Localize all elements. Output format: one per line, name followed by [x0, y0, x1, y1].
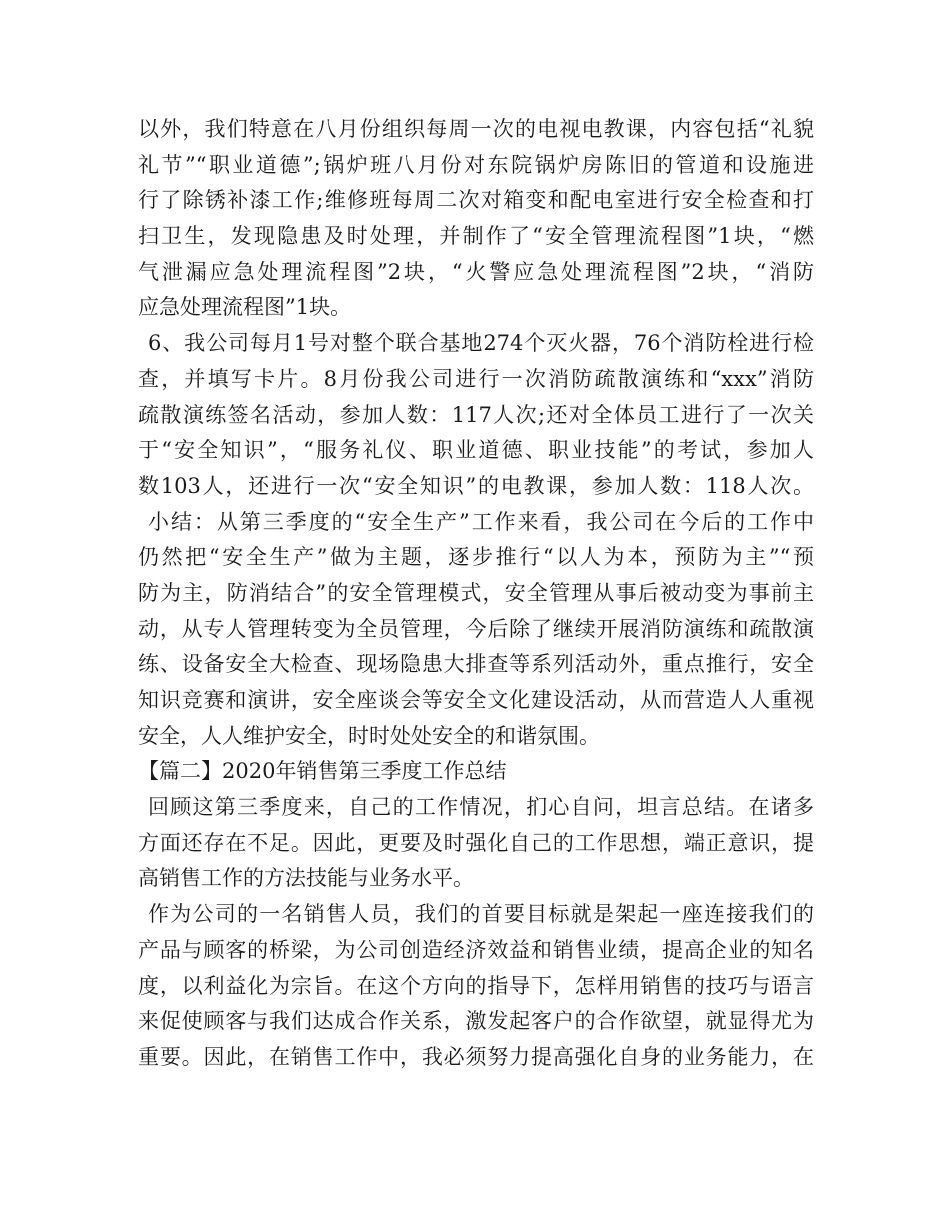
text-line: 行了除锈补漆工作;维修班每周二次对箱变和配电室进行安全检查和打	[138, 188, 814, 213]
text-line: 安全，人人维护安全，时时处处安全的和谐氛围。	[138, 723, 600, 748]
text-line: 气泄漏应急处理流程图”2块，“火警应急处理流程图”2块，“消防	[138, 259, 814, 284]
text-line: 作为公司的一名销售人员，我们的首要目标就是架起一座连接我们的	[148, 902, 814, 927]
text-line: 度，以利益化为宗旨。在这个方向的指导下，怎样用销售的技巧与语言	[138, 973, 814, 998]
text-line: 查，并填写卡片。8月份我公司进行一次消防疏散演练和“xxx”消防	[138, 366, 814, 391]
text-line: 知识竞赛和演讲，安全座谈会等安全文化建设活动，从而营造人人重视	[138, 688, 814, 712]
text-line: 产品与顾客的桥梁，为公司创造经济效益和销售业绩，提高企业的知名	[138, 937, 814, 962]
text-line: 动，从专人管理转变为全员管理，今后除了继续开展消防演练和疏散演	[138, 616, 814, 641]
text-line: 回顾这第三季度来，自己的工作情况，扪心自问，坦言总结。在诸多	[148, 795, 814, 820]
text-line: 扫卫生，发现隐患及时处理，并制作了“安全管理流程图”1块，“燃	[138, 224, 814, 249]
text-line: 防为主，防消结合”的安全管理模式，安全管理从事后被动变为事前主	[138, 580, 814, 605]
text-line: 应急处理流程图”1块。	[138, 295, 352, 320]
text-line: 重要。因此，在销售工作中，我必须努力提高强化自身的业务能力，在	[138, 1044, 814, 1069]
text-line: 高销售工作的方法技能与业务水平。	[138, 866, 474, 891]
section-heading: 【篇二】2020年销售第三季度工作总结	[138, 759, 507, 784]
text-line: 于“安全知识”，“服务礼仪、职业道德、职业技能”的考试，参加人	[138, 438, 814, 463]
text-line: 来促使顾客与我们达成合作关系，激发起客户的合作欲望，就显得尤为	[138, 1009, 814, 1034]
text-line: 疏散演练签名活动，参加人数：117人次;还对全体员工进行了一次关	[138, 402, 814, 427]
text-line: 以外，我们特意在八月份组织每周一次的电视电教课，内容包括“礼貌	[138, 117, 814, 141]
text-line: 练、设备安全大检查、现场隐患大排查等系列活动外，重点推行，安全	[138, 652, 814, 677]
text-line: 礼节”“职业道德”;锅炉班八月份对东院锅炉房陈旧的管道和设施进	[138, 152, 814, 177]
text-line: 数103人，还进行一次“安全知识”的电教课，参加人数：118人次。	[138, 473, 814, 498]
text-line: 6、我公司每月1号对整个联合基地274个灭火器，76个消防栓进行检	[148, 331, 814, 356]
text-line: 仍然把“安全生产”做为主题，逐步推行“以人为本，预防为主”“预	[138, 545, 814, 570]
text-line: 方面还存在不足。因此，更要及时强化自己的工作思想，端正意识，提	[138, 830, 814, 855]
document-body	[138, 112, 814, 1076]
text-line: 小结：从第三季度的“安全生产”工作来看，我公司在今后的工作中	[148, 509, 814, 534]
